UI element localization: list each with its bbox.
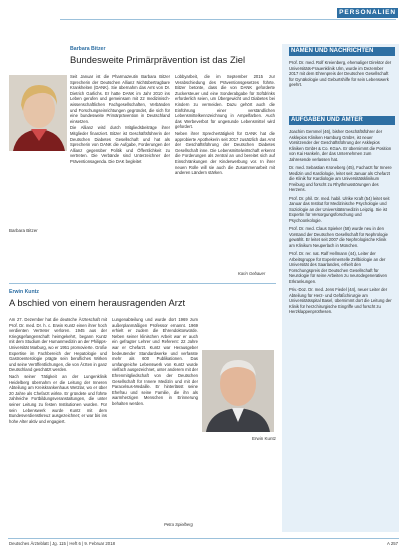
footer-rule — [8, 538, 399, 539]
article1-headline: Bundesweite Primärprävention ist das Ziel — [70, 54, 246, 65]
article-divider — [9, 283, 276, 284]
article2-column-2 — [112, 317, 198, 529]
page-header — [0, 0, 407, 24]
article2-column-1 — [9, 317, 107, 529]
article2-col1-para: Nach seiner Tätigkeit an der Lungenklinik Heidelberg übernahm er die Leitung der Inneren Abteilung am Kreiskrankenhaus Wetzlar, wo er über 20 Jahre als Chefarzt wirkte. Er gründete und führte zahlreiche Fortbildungsveranstaltungen, die unter seiner Leitung zu festen Institutionen wurden. Für sein Lebenswerk wurde Kuntz mit dem Bundesverdienstkreuz ausgezeichnet; er war bis ins hohe Alter aktiv und engagiert. — [9, 373, 107, 424]
sidebar-office-item: Priv.-Doz. Dr. med. Jens Fiedel (44), neuer Leiter der Abteilung für Herz- und Gefäßchirurgie am Universitätsspital Basel, übernimmt dort die Leitung der Klinik für herzchirurgische Eingriffe und forscht zu Herzklappenprothesen. — [289, 287, 392, 314]
footer-publication: Deutsches Ärzteblatt | Jg. 115 | Heft 6 | 9. Februar 2018 — [9, 541, 115, 546]
sidebar-news-item: Prof. Dr. med. Rolf Kreienberg, ehemaliger Direktor der Universitäts-Frauenklinik Ulm, wurde im Dezember 2017 mit dem Ehrenpreis der Deutschen Gesellschaft für Gynäkologie und Geburtshilfe für sein Lebenswerk geehrt. — [289, 60, 392, 87]
header-rule — [60, 19, 396, 20]
article2-col2-para: Lungenabteilung und wurde dort 1969 zum außerplanmäßigen Professor ernannt. 1969 erhielt er zudem die Ehrendoktorwürde. Neben seiner klinischen Arbeit war er auch ein gefragter Lehrer und Referent: 22 Jahre war er Chefarzt. Kuntz war Herausgeber bedeutender Standardwerke und verfasste mehr als 600 Publikationen. Das umfangreiche Lebenswerk von Kuntz wurde vielfach ausgezeichnet, unter anderem mit der Ehrenmitgliedschaft von der Deutschen Gesellschaft für Innere Medizin und mit der Paracelsus-Medaille. Er hinterlässt seine Ehefrau und seine Familie, die ihn als warmherzigen Menschen in Erinnerung behalten werden. — [112, 317, 198, 406]
sidebar-office-item: Prof. Dr. rer. nat. Ralf Hellmann (44), Leiter der Arbeitsgruppe für Experimentelle Zellbiologie an der Universität des Saarlandes, erhielt den Forschungspreis der Deutschen Gesellschaft für Neurologie für seine Arbeiten zu neurodegenerativen Erkrankungen. — [289, 251, 388, 284]
news-sidebar — [282, 44, 399, 532]
article2-headline: A bschied von einem herausragenden Arzt — [9, 297, 186, 308]
sidebar-office-item: Prof. Dr. phil. Dr. med. habil. Ulrike Kraft (54) leitet seit Januar das Institut für Medizinische Psychologie und Soziologie an der Universitätsmedizin Leipzig. Sie ist Expertin für Versorgungsforschung und Psychoonkologie. — [289, 195, 390, 223]
article1-portrait-photo — [9, 75, 67, 151]
article2-signature: Petra Spielberg — [164, 522, 193, 527]
article1-col1-para: Seit Januar ist die Pharmazeutin Barbara Bitzer Sprecherin der Deutschen Allianz Nichtübertragbare Krankheiten (DANK). Sie übernahm das Amt von Dr. Dietrich Garlichs. Er hatte DANK im Jahr 2010 ins Leben gerufen und gemeinsam mit 22 medizinisch-wissenschaftlichen Fachgesellschaften, Verbänden und Forschungseinrichtungen gegründet, die sich für eine bundesweite Primärprävention in Deutschland einsetzen. — [70, 74, 170, 124]
article1-signature: Karin Gebauer — [238, 271, 266, 276]
article1-col1-para: Die Allianz wird durch Mitgliedsbeiträge ihrer Mitglieder finanziert. Bitzer ist Geschäftsführerin der Deutschen Diabetes Gesellschaft und hat als Sprecherin von DANK die Aufgabe, Forderungen der Allianz gegenüber Politik und Öffentlichkeit zu vertreten. Die Verbände sind Unterzeichner der Präventionsagenda. Die DAK begleitet — [70, 125, 170, 164]
sidebar-office-item: Joachim Gemmel (46), bisher Geschäftsführer der Asklepios Kliniken Hamburg GmbH, ist neuer Vorsitzender der Geschäftsführung der Asklepios Kliniken GmbH & Co. KGaA. Er übernimmt die Position von Kai Hankeln, der das Unternehmen zum Jahresende verlassen hat. — [289, 129, 392, 162]
article1-column-2 — [175, 74, 275, 270]
footer-page-number: A 257 — [387, 541, 398, 546]
article1-caption: Barbara Bitzer — [9, 228, 38, 233]
sidebar-heading-news: NAMEN UND NACHRICHTEN — [289, 47, 395, 56]
sidebar-heading-offices: AUFGABEN UND ÄMTER — [289, 116, 395, 125]
article2-subhead: Erwin Kuntz — [9, 289, 39, 295]
article1-col2-para: Neben ihrer Sprechertätigkeit für DANK hat die approbierte Apothekerin seit 2017 zusätzlich das Amt der Geschäftsführung der Deutschen Diabetes Gesellschaft inne. Die Lebensmittelwirtschaft erkennt die Forderungen als zentral an und bereitet sich auf Einschränkungen der Kinderwerbung vor. In ihrer neuen Rolle will sie auch die Zusammenarbeit mit anderen Ländern stärken. — [175, 130, 275, 176]
sidebar-news-block — [289, 60, 393, 104]
article1-column-1 — [70, 74, 170, 276]
sidebar-office-item: Prof. Dr. med. Claus Spieker (58) wurde neu in den Vorstand der Deutschen Gesellschaft für Nephrologie gewählt. Er leitet seit 2007 die Nephrologische Klinik am Klinikum Neuperlach in München. — [289, 226, 388, 248]
sidebar-offices-block — [289, 129, 393, 529]
section-tag: PERSONALIEN — [339, 9, 396, 16]
article1-subhead: Barbara Bitzer — [70, 46, 106, 52]
portrait-woman-image — [9, 75, 67, 151]
article1-col2-para: Lobbyarbeit, die im September 2015 zur Verabschiedung des Präventionsgesetzes führte. Bitzer betonte, dass die von DANK geforderte Zuckersteuer und eine Sonderabgabe für Softdrinks erforderlich seien, um Übergewicht und Diabetes bei Kindern zu vermeiden. Dazu gehört auch die Einführung einer verständlichen Lebensmittelkennzeichnung in Ampelfarben. Auch das Werbeverbot für ungesunde Lebensmittel wird gefordert. — [175, 74, 275, 130]
sidebar-office-item: Dr. med. Sebastian Kroneberg (45), Facharzt für Innere Medizin und Kardiologie, leitet seit Januar als Chefarzt die Klinik für Kardiologie am Universitätsklinikum Freiburg und forscht zu Rhythmusstörungen des Herzens. — [289, 165, 392, 192]
portrait-man-image — [202, 350, 274, 432]
article2-portrait-photo — [202, 350, 274, 432]
article2-caption: Erwin Kuntz — [252, 436, 277, 441]
article2-col1-para: Am 27. Dezember hat die deutsche Ärzteschaft mit Prof. Dr. med. Dr. h. c. Erwin Kuntz einen ihrer hoch verdienten Vertreter verloren. 1945 aus der Kriegsgefangenschaft heimgekehrt, begann Kuntz mit dem Studium der Humanmedizin an der Philipps-Universität Marburg, wo er 1951 promovierte. Große Expertise im Fachbereich der Hepatologie und Gastroenterologie prägte sein berufliches Wirken und seine Veröffentlichungen, die von Ärzten in ganz Deutschland geschätzt werden. — [9, 317, 107, 373]
